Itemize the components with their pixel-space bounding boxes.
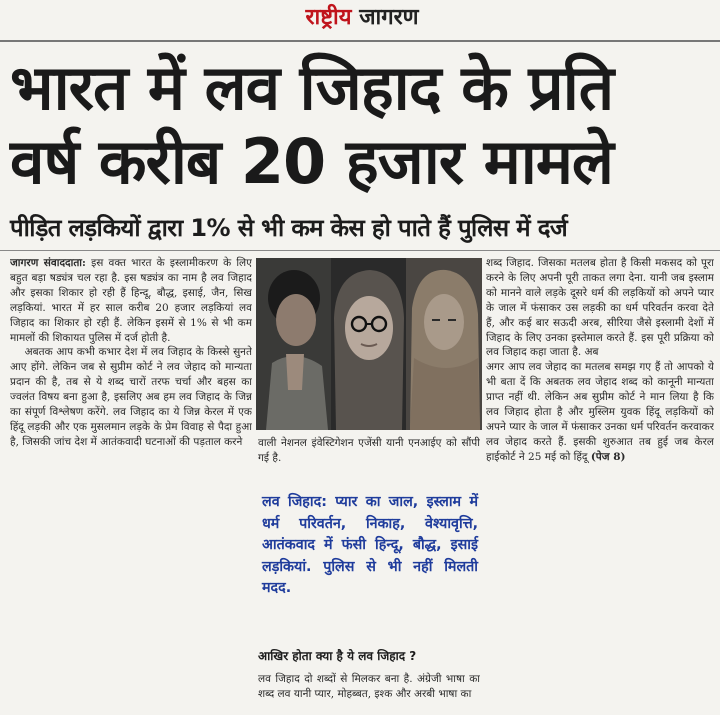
column-3-paragraph-1: शब्द जिहाद. जिसका मतलब होता है किसी मकसद को पूरा करने के लिए अपनी पूरी ताकत लगा देना. यानी जब इस्लाम को मानने वाले लड़के दूसरे धर्म की लड़कियों को अपने प्यार के जाल में फंसाकर उस लड़की का धर्म परिवर्तन करवा देते हैं, और कई बार सऊदी अरब, सीरिया जैसे इस्लामी देशों में जिहाद के लिए उनका इस्तेमाल करते हैं. इस पूरी प्रक्रिया को लव जिहाद कहा जाता है. अब [486, 257, 714, 359]
newspaper-logo [277, 3, 447, 33]
section-subheading: आखिर होता क्या है ये लव जिहाद ? [258, 649, 417, 663]
article-photo [256, 258, 482, 430]
column-1-paragraph-2: अबतक आप कभी कभार देश में लव जिहाद के किस्से सुनते आए होंगे. लेकिन जब से सुप्रीम कोर्ट ने लव जेहाद को मान्यता प्रदान की है, तब से ये शब्द चारों तरफ चर्चा और बहस का ज्वलंत विषय बना हुआ है, इसलिए अब हम लव जिहाद के जिन्न का संपूर्ण विश्लेषण करेंगे. लव जिहाद का ये जिन्न केरल में एक हिंदू लड़की और एक मुसलमान लड़के के प्रेम विवाह से पैदा हुआ है, जिसकी जांच देश में आतंकवादी घटनाओं की पड़ताल करने [10, 346, 252, 448]
article-column-1 [10, 256, 252, 711]
headline-line-2: वर्ष करीब 20 हजार मामले [10, 125, 613, 198]
continued-page-ref: (पेज 8) [590, 450, 626, 463]
divider [0, 250, 720, 251]
women-photo-illustration [256, 258, 482, 430]
masthead [0, 0, 720, 42]
logo-part-2: जागरण [359, 5, 419, 30]
column-1-paragraph-1: इस वक्त भारत के इस्लामीकरण के लिए बहुत बड़ा षड्यंत्र चल रहा है. इस षड्यंत्र का नाम है लव जिहाद और इसका शिकार हो रही हैं हिन्दू, बौद्ध, इसाई, जैन, सिख लड़कियां. भारत में हर साल करीब 20 हजार लड़कियां लव जिहाद का शिकार हो रही हैं. लेकिन इसमें से 1% से भी कम मामलों की शिकायत पुलिस में दर्ज होती है. [10, 257, 252, 344]
subheadline: पीड़ित लड़कियों द्वारा 1% से भी कम केस हो पाते हैं पुलिस में दर्ज [10, 214, 568, 242]
photo-caption: वाली नेशनल इंवेस्टिगेशन एजेंसी यानी एनआईए को सौंपी गई है. [258, 437, 480, 464]
dateline: जागरण संवाददाता: [10, 257, 86, 269]
column-3-paragraph-2: अगर आप लव जेहाद का मतलब समझ गए हैं तो आपको ये भी बता दें कि अबतक लव जेहाद शब्द को कानूनी मान्यता प्राप्त नहीं थी. लेकिन अब सुप्रीम कोर्ट ने मान लिया है कि लव जिहाद होता है और मुस्लिम युवक हिंदू लड़कियों को अपने प्यार के जाल में फंसाकर उनका धर्म परिवर्तन करवाकर लव जेहाद करते हैं. इसकी शुरुआत तब हुई जब केरल हाईकोर्ट ने 25 मई को हिंदू [486, 361, 714, 463]
article-column-3 [486, 256, 714, 711]
highlight-callout: लव जिहाद: प्यार का जाल, इस्लाम में धर्म परिवर्तन, निकाह, वेश्यावृत्ति, आतंकवाद में फंसी हिन्दू, बौद्ध, इसाई लड़कियां. पुलिस से भी नहीं मिलती मदद. [262, 494, 478, 596]
logo-part-1: राष्ट्रीय [305, 5, 352, 30]
headline-line-1: भारत में लव जिहाद के प्रति [10, 51, 614, 124]
column-2-paragraph: लव जिहाद दो शब्दों से मिलकर बना है. अंग्रेजी भाषा का शब्द लव यानी प्यार, मोहब्बत, इश्क और अरबी भाषा का [258, 673, 480, 700]
